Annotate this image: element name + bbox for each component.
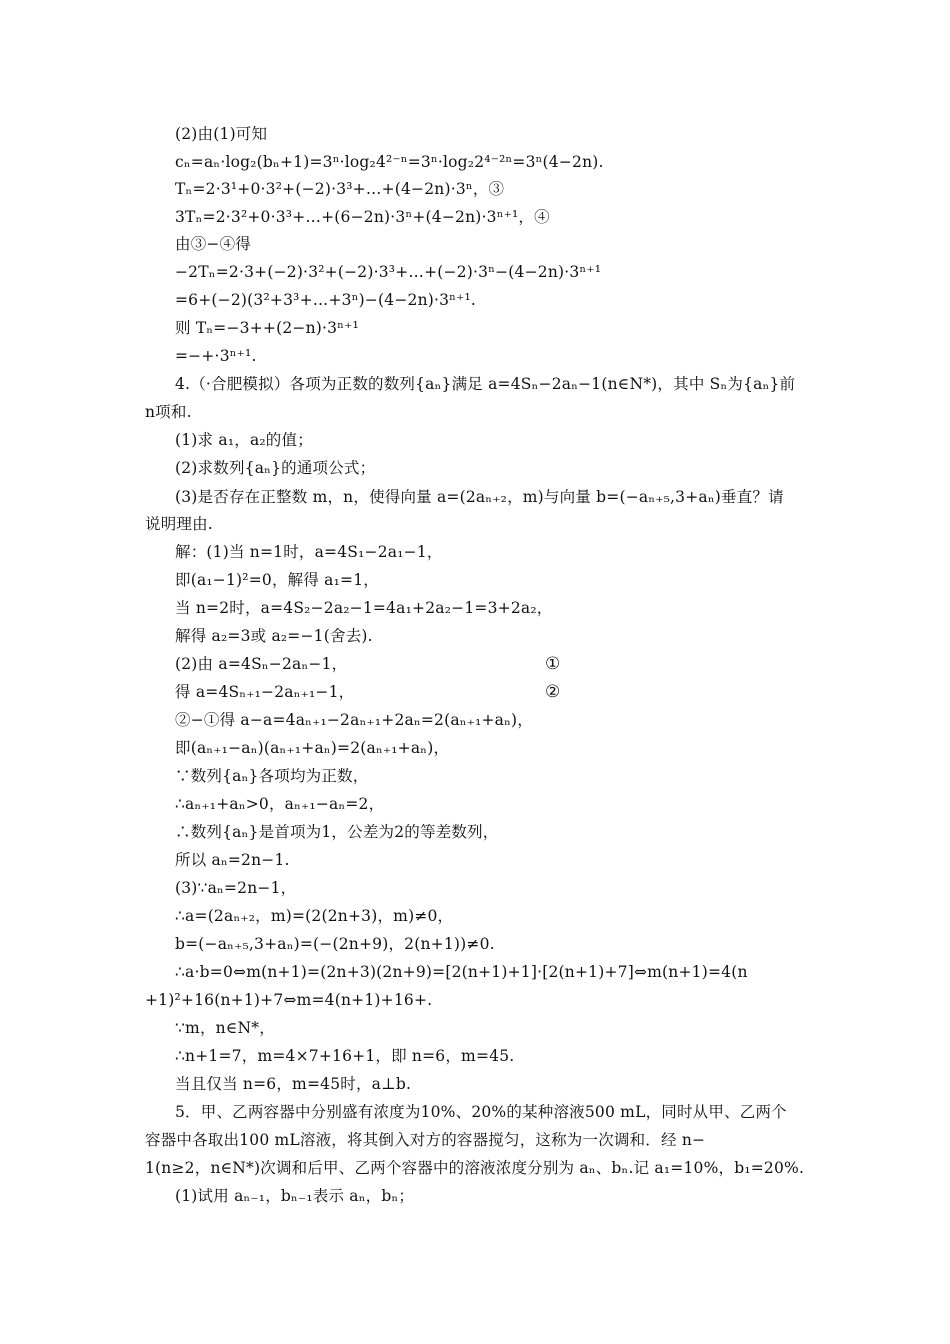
text-line: (3)是否存在正整数 m，n，使得向量 a=(2aₙ₊₂，m)与向量 b=(−aₙ₊₅,3+aₙ)垂直？请 — [175, 488, 784, 506]
problem-5-statement: 5．甲、乙两容器中分别盛有浓度为10%、20%的某种溶液500 mL，同时从甲、乙两个 — [175, 1103, 787, 1121]
text-line: b=(−aₙ₊₅,3+aₙ)=(−(2n+9)，2(n+1))≠0. — [175, 935, 495, 953]
text-line: 3Tₙ=2·3²+0·3³+…+(6−2n)·3ⁿ+(4−2n)·3ⁿ⁺¹，④ — [175, 208, 550, 226]
text-line: (1)试用 aₙ₋₁，bₙ₋₁表示 aₙ，bₙ； — [175, 1187, 415, 1205]
text-line: ∴aₙ₊₁+aₙ>0，aₙ₊₁−aₙ=2， — [175, 795, 385, 813]
text-line: 当且仅当 n=6，m=45时，a⊥b. — [175, 1075, 412, 1093]
text-line: ∴n+1=7，m=4×7+16+1，即 n=6，m=45. — [175, 1047, 515, 1065]
text-line: 则 Tₙ=−3++(2−n)·3ⁿ⁺¹ — [175, 319, 359, 337]
text-line: 即(a₁−1)²=0，解得 a₁=1， — [175, 571, 379, 589]
text-line: 得 a=4Sₙ₊₁−2aₙ₊₁−1， — [175, 683, 355, 701]
text-line: n项和. — [145, 403, 192, 421]
equation-marker-1: ① — [545, 654, 561, 674]
text-line: =6+(−2)(3²+3³+…+3ⁿ)−(4−2n)·3ⁿ⁺¹. — [175, 291, 477, 309]
text-line: (2)由 a=4Sₙ−2aₙ−1， — [175, 655, 348, 673]
text-line: ∴数列{aₙ}是首项为1，公差为2的等差数列， — [175, 823, 499, 841]
text-line: (2)由(1)可知 — [175, 125, 268, 143]
text-line: ∵m，n∈N*， — [175, 1019, 275, 1037]
text-line: −2Tₙ=2·3+(−2)·3²+(−2)·3³+…+(−2)·3ⁿ−(4−2n)·3ⁿ⁺¹ — [175, 263, 602, 281]
text-line: ∴a·b=0⇔m(n+1)=(2n+3)(2n+9)=[2(n+1)+1]·[2(n+1)+7]⇔m(n+1)=4(n — [175, 963, 748, 981]
text-line: ∴a=(2aₙ₊₂，m)=(2(2n+3)，m)≠0， — [175, 907, 454, 925]
problem-4-statement: 4.（·合肥模拟）各项为正数的数列{aₙ}满足 a=4Sₙ−2aₙ−1(n∈N*)，其中 Sₙ为{aₙ}前 — [175, 375, 796, 393]
text-line: ∵数列{aₙ}各项均为正数， — [175, 767, 369, 785]
text-line: (1)求 a₁，a₂的值； — [175, 431, 313, 449]
text-line: (2)求数列{aₙ}的通项公式； — [175, 459, 376, 477]
text-line: 由③−④得 — [175, 235, 251, 253]
text-line: (3)∵aₙ=2n−1， — [175, 879, 297, 897]
text-line: +1)²+16(n+1)+7⇔m=4(n+1)+16+. — [145, 991, 433, 1009]
text-line: cₙ=aₙ·log₂(bₙ+1)=3ⁿ·log₂4²⁻ⁿ=3ⁿ·log₂2⁴⁻²ⁿ=3ⁿ(4−2n). — [175, 153, 604, 171]
text-line: =−+·3ⁿ⁺¹. — [175, 347, 257, 365]
text-line: 当 n=2时，a=4S₂−2a₂−1=4a₁+2a₂−1=3+2a₂， — [175, 599, 553, 617]
text-line: ②−①得 a−a=4aₙ₊₁−2aₙ₊₁+2aₙ=2(aₙ₊₁+aₙ)， — [175, 711, 533, 729]
text-line: Tₙ=2·3¹+0·3²+(−2)·3³+…+(4−2n)·3ⁿ，③ — [175, 180, 505, 198]
text-line: 容器中各取出100 mL溶液，将其倒入对方的容器搅匀，这称为一次调和．经 n− — [145, 1131, 706, 1149]
text-line: 即(aₙ₊₁−aₙ)(aₙ₊₁+aₙ)=2(aₙ₊₁+aₙ)， — [175, 739, 450, 757]
solution-heading: 解：(1)当 n=1时，a=4S₁−2a₁−1， — [175, 543, 443, 561]
text-line: 1(n≥2，n∈N*)次调和后甲、乙两个容器中的溶液浓度分别为 aₙ、bₙ.记 a₁=10%，b₁=20%. — [145, 1159, 805, 1177]
equation-marker-2: ② — [545, 682, 561, 702]
text-line: 说明理由. — [145, 515, 213, 533]
text-line: 所以 aₙ=2n−1. — [175, 851, 290, 869]
text-line: 解得 a₂=3或 a₂=−1(舍去). — [175, 627, 373, 645]
